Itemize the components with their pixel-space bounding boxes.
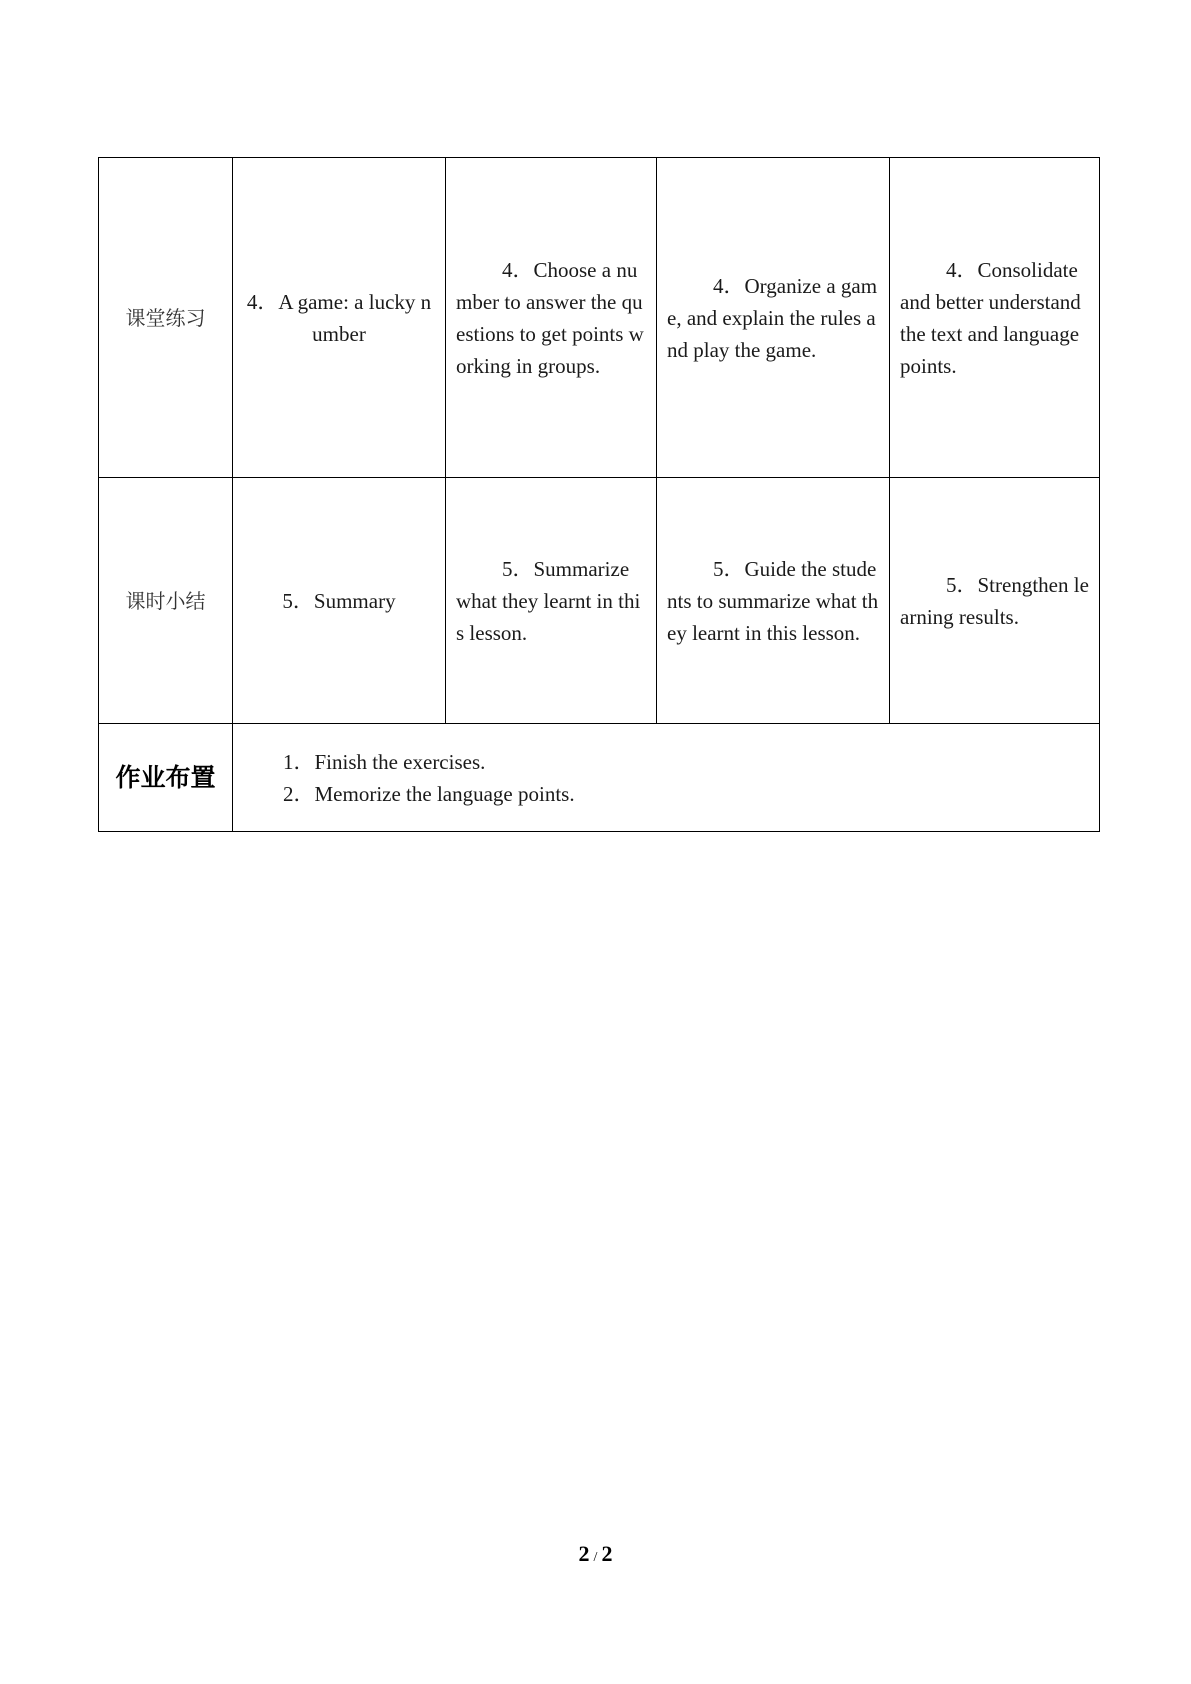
row-label: 课堂练习 (99, 158, 233, 478)
homework-label: 作业布置 (99, 724, 233, 832)
student-activity-cell: 5．Summarize what they learnt in this lesson. (446, 478, 657, 724)
page-current: 2 (578, 1541, 590, 1566)
purpose-cell: 5．Strengthen learning results. (890, 478, 1100, 724)
lesson-plan-table (98, 157, 1100, 832)
table-row-practice (99, 158, 1100, 478)
teacher-activity-cell: 4．Organize a game, and explain the rules and play the game. (657, 158, 890, 478)
student-activity-cell: 4．Choose a number to answer the questions to get points working in groups. (446, 158, 657, 478)
page-number (0, 1541, 1191, 1567)
table-row-summary (99, 478, 1100, 724)
homework-item: 2．Memorize the language points. (283, 781, 575, 806)
purpose-cell: 4．Consolidate and better understand the text and language points. (890, 158, 1100, 478)
content-cell: 5．Summary (233, 478, 446, 724)
content-cell: 4．A game: a lucky number (233, 158, 446, 478)
page-total: 2 (601, 1541, 613, 1566)
page-separator: / (593, 1550, 598, 1565)
teacher-activity-cell: 5．Guide the students to summarize what they learnt in this lesson. (657, 478, 890, 724)
homework-item: 1．Finish the exercises. (283, 749, 486, 774)
row-label: 课时小结 (99, 478, 233, 724)
table-row-homework (99, 724, 1100, 832)
homework-list (233, 724, 1100, 832)
